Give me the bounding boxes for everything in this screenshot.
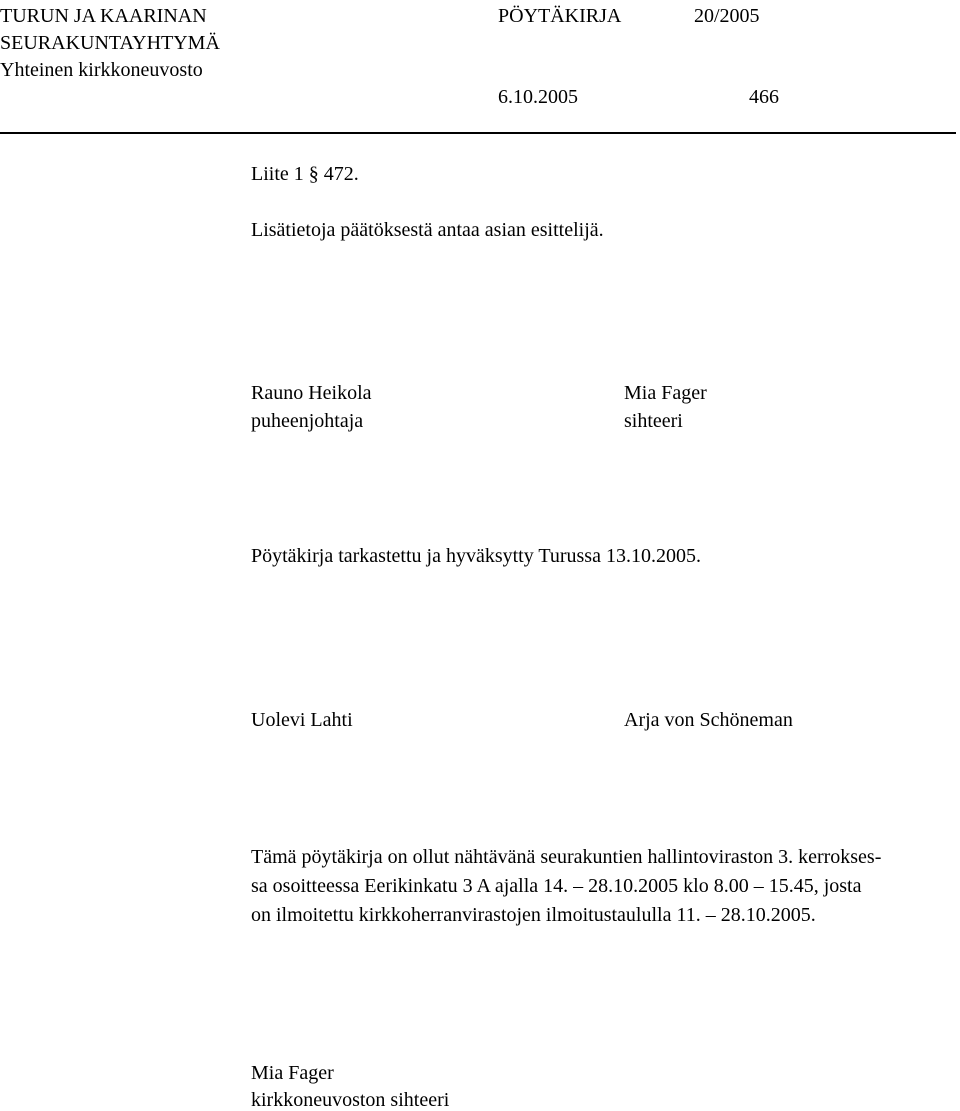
further-info-statement: Lisätietoja päätöksestä antaa asian esittelijä. [251, 219, 604, 241]
notice-line: sa osoitteessa Eerikinkatu 3 A ajalla 14. – 28.10.2005 klo 8.00 – 15.45, josta [251, 875, 862, 897]
chair-title: puheenjohtaja [251, 410, 364, 432]
notice-line: on ilmoitettu kirkkoherranvirastojen ilmoitustaululla 11. – 28.10.2005. [251, 904, 816, 926]
verifier-1-name: Uolevi Lahti [251, 709, 353, 731]
secretary-name: Mia Fager [624, 382, 707, 404]
verifier-2-name: Arja von Schöneman [624, 709, 793, 731]
meeting-date: 6.10.2005 [498, 86, 578, 108]
organization-name-line2: SEURAKUNTAYHTYMÄ [0, 32, 220, 54]
attachment-reference: Liite 1 § 472. [251, 163, 359, 185]
header-divider [0, 132, 956, 134]
secretary-title: sihteeri [624, 410, 683, 432]
public-notice-paragraph [251, 843, 956, 930]
organization-name-line1: TURUN JA KAARINAN [0, 5, 207, 27]
final-signatory-name: Mia Fager [251, 1062, 334, 1084]
verification-statement: Pöytäkirja tarkastettu ja hyväksytty Turussa 13.10.2005. [251, 545, 701, 567]
document-number: 20/2005 [694, 5, 760, 27]
chair-name: Rauno Heikola [251, 382, 372, 404]
organization-body: Yhteinen kirkkoneuvosto [0, 59, 203, 81]
notice-line: Tämä pöytäkirja on ollut nähtävänä seurakuntien hallintoviraston 3. kerrokses- [251, 846, 882, 868]
page-number: 466 [749, 86, 779, 108]
final-signatory-title: kirkkoneuvoston sihteeri [251, 1089, 450, 1111]
document-type: PÖYTÄKIRJA [498, 5, 622, 27]
